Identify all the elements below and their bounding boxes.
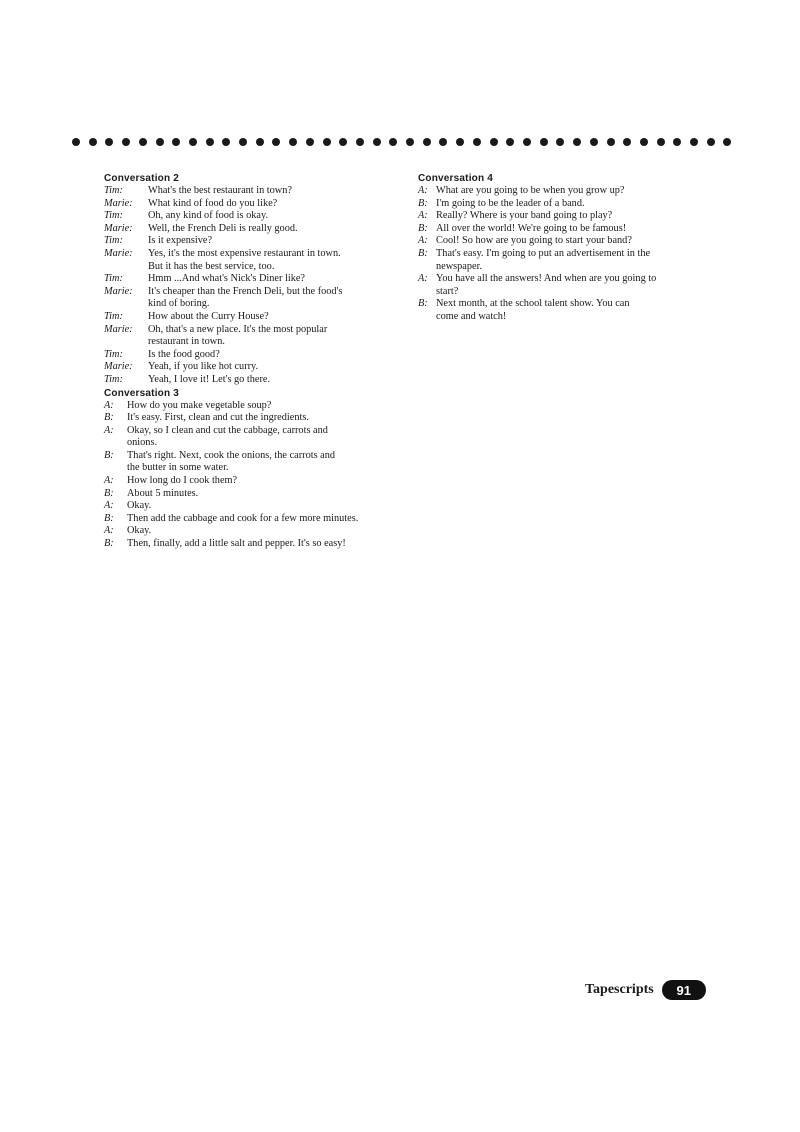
divider-dot (139, 138, 147, 146)
dialogue-line (104, 349, 404, 362)
divider-dot (657, 138, 665, 146)
divider-dot (673, 138, 681, 146)
divider-dot (239, 138, 247, 146)
speaker-label (104, 462, 127, 475)
dialogue-text: It's cheaper than the French Deli, but the food's (148, 285, 343, 297)
divider-dot (206, 138, 214, 146)
speaker-label: Tim: (104, 273, 123, 285)
speaker-label: Marie: (104, 285, 133, 297)
divider-dot (272, 138, 280, 146)
speaker-label: A: (418, 210, 428, 222)
divider-dot (172, 138, 180, 146)
dialogue-text: Is the food good? (148, 348, 220, 360)
speaker-label: Marie: (104, 323, 133, 335)
speaker-label: Tim: (104, 185, 123, 196)
dialogue-line (104, 425, 404, 438)
dialogue-line (104, 450, 404, 463)
divider-dot (556, 138, 564, 146)
divider-dot (490, 138, 498, 146)
dialogue-text: You have all the answers! And when are you going to (436, 273, 657, 285)
divider-dot (607, 138, 615, 146)
speaker-label: Marie: (104, 361, 133, 373)
dialogue-line (104, 210, 404, 223)
conversation-2-lines (104, 185, 404, 387)
dialogue-text: What's the best restaurant in town? (148, 185, 292, 196)
speaker-label (104, 336, 148, 349)
divider-dot (122, 138, 130, 146)
dialogue-text: kind of boring. (148, 298, 210, 310)
divider-dot (289, 138, 297, 146)
dialogue-text: But it has the best service, too. (148, 260, 275, 272)
speaker-label: A: (104, 424, 114, 436)
dialogue-text: Oh, any kind of food is okay. (148, 210, 269, 222)
dialogue-text: That's easy. I'm going to put an advertisement in the (436, 247, 651, 259)
dialogue-line (418, 210, 708, 223)
dialogue-line (104, 538, 404, 551)
speaker-label: A: (104, 525, 114, 537)
speaker-label (104, 437, 127, 450)
divider-dot (623, 138, 631, 146)
dialogue-text: Really? Where is your band going to play? (436, 210, 613, 222)
divider-dot (72, 138, 80, 146)
dialogue-text: That's right. Next, cook the onions, the carrots and (127, 449, 336, 461)
dialogue-text: Okay. (127, 500, 152, 512)
dialogue-text: How about the Curry House? (148, 310, 269, 322)
dialogue-line (104, 185, 404, 198)
dialogue-text: start? (436, 285, 459, 297)
speaker-label: A: (104, 475, 114, 487)
dialogue-line (104, 198, 404, 211)
dialogue-text: Cool! So how are you going to start your band? (436, 235, 632, 247)
speaker-label: B: (418, 222, 428, 234)
dialogue-text: Yeah, if you like hot curry. (148, 361, 259, 373)
page-number-badge: 91 (662, 980, 706, 1000)
speaker-label: A: (418, 185, 428, 196)
divider-dot (573, 138, 581, 146)
dialogue-line (418, 311, 708, 324)
divider-dot (356, 138, 364, 146)
dialogue-line (418, 223, 708, 236)
speaker-label: B: (104, 449, 114, 461)
speaker-label: B: (418, 247, 428, 259)
divider-dot (540, 138, 548, 146)
divider-dot (707, 138, 715, 146)
dialogue-text: All over the world! We're going to be famous! (436, 222, 627, 234)
dialogue-line (418, 235, 708, 248)
divider-dot (473, 138, 481, 146)
divider-dot (156, 138, 164, 146)
speaker-label: A: (104, 399, 114, 411)
dialogue-line (418, 198, 708, 211)
divider-dot (189, 138, 197, 146)
right-column (418, 172, 708, 324)
dialogue-text: Then, finally, add a little salt and pepper. It's so easy! (127, 538, 346, 550)
dialogue-line (418, 185, 708, 198)
dialogue-line (104, 475, 404, 488)
dialogue-line (104, 273, 404, 286)
divider-dot (640, 138, 648, 146)
dialogue-line (104, 361, 404, 374)
dialogue-text: Okay, so I clean and cut the cabbage, carrots and (127, 424, 328, 436)
dialogue-text: Okay. (127, 525, 152, 537)
conversation-2-heading: Conversation 2 (104, 173, 180, 184)
dialogue-line (104, 525, 404, 538)
divider-dot (105, 138, 113, 146)
divider-dot (439, 138, 447, 146)
dialogue-text: Next month, at the school talent show. You can (436, 298, 630, 310)
speaker-label: Tim: (104, 210, 123, 222)
dialogue-text: restaurant in town. (148, 336, 225, 348)
dialogue-text: Is it expensive? (148, 235, 213, 247)
footer-section-label: Tapescripts (585, 982, 654, 997)
dialogue-line (418, 248, 708, 261)
speaker-label: B: (104, 487, 114, 499)
divider-dot (423, 138, 431, 146)
divider-dot (373, 138, 381, 146)
divider-dot (389, 138, 397, 146)
divider-dot (256, 138, 264, 146)
speaker-label: B: (104, 512, 114, 524)
divider-dot (339, 138, 347, 146)
dialogue-text: Yes, it's the most expensive restaurant in town. (148, 247, 341, 259)
speaker-label: Tim: (104, 373, 123, 385)
speaker-label: A: (418, 273, 428, 285)
dot-divider (72, 135, 732, 149)
speaker-label: A: (104, 500, 114, 512)
dialogue-line (104, 311, 404, 324)
speaker-label (418, 286, 436, 299)
speaker-label (418, 311, 436, 324)
speaker-label: Marie: (104, 247, 133, 259)
dialogue-line (418, 261, 708, 274)
speaker-label (104, 261, 148, 274)
speaker-label: B: (104, 538, 114, 550)
conversation-3-heading: Conversation 3 (104, 387, 180, 399)
dialogue-line (104, 261, 404, 274)
dialogue-text: What are you going to be when you grow up? (436, 185, 625, 196)
dialogue-text: How do you make vegetable soup? (127, 399, 272, 411)
speaker-label (104, 298, 148, 311)
dialogue-line (418, 273, 708, 286)
dialogue-line (104, 400, 404, 413)
speaker-label: B: (104, 412, 114, 424)
page-footer (585, 980, 706, 1000)
dialogue-text: Oh, that's a new place. It's the most popular (148, 323, 328, 335)
left-column (104, 172, 404, 551)
dialogue-line (104, 235, 404, 248)
dialogue-text: About 5 minutes. (127, 487, 199, 499)
speaker-label: A: (418, 235, 428, 247)
dialogue-line (104, 488, 404, 501)
dialogue-text: Yeah, I love it! Let's go there. (148, 373, 271, 385)
dialogue-line (104, 324, 404, 337)
speaker-label: Tim: (104, 348, 123, 360)
dialogue-line (104, 223, 404, 236)
dialogue-text: How long do I cook them? (127, 475, 238, 487)
dialogue-line (104, 513, 404, 526)
dialogue-text: Well, the French Deli is really good. (148, 222, 298, 234)
dialogue-text: It's easy. First, clean and cut the ingredients. (127, 412, 309, 424)
dialogue-line (418, 286, 708, 299)
dialogue-text: the butter in some water. (127, 462, 229, 474)
dialogue-text: I'm going to be the leader of a band. (436, 197, 585, 209)
conversation-4-lines (418, 185, 708, 324)
dialogue-line (104, 500, 404, 513)
divider-dot (590, 138, 598, 146)
divider-dot (406, 138, 414, 146)
speaker-label (418, 261, 436, 274)
dialogue-line (104, 298, 404, 311)
speaker-label: B: (418, 197, 428, 209)
dialogue-line (104, 462, 404, 475)
dialogue-text: Hmm ...And what's Nick's Diner like? (148, 273, 305, 285)
speaker-label: Tim: (104, 310, 123, 322)
divider-dot (506, 138, 514, 146)
speaker-label: B: (418, 298, 428, 310)
divider-dot (89, 138, 97, 146)
speaker-label: Tim: (104, 235, 123, 247)
dialogue-text: newspaper. (436, 260, 483, 272)
dialogue-text: come and watch! (436, 310, 507, 322)
divider-dot (690, 138, 698, 146)
speaker-label: Marie: (104, 197, 133, 209)
dialogue-line (418, 298, 708, 311)
speaker-label: Marie: (104, 222, 133, 234)
dialogue-line (104, 437, 404, 450)
conversation-4-heading: Conversation 4 (418, 173, 494, 184)
dialogue-line (104, 336, 404, 349)
divider-dot (323, 138, 331, 146)
dialogue-text: What kind of food do you like? (148, 197, 278, 209)
dialogue-line (104, 374, 404, 387)
divider-dot (523, 138, 531, 146)
divider-dot (222, 138, 230, 146)
dialogue-text: Then add the cabbage and cook for a few more minutes. (127, 512, 359, 524)
divider-dot (723, 138, 731, 146)
divider-dot (306, 138, 314, 146)
conversation-3-lines (104, 400, 404, 551)
dialogue-line (104, 286, 404, 299)
divider-dot (456, 138, 464, 146)
dialogue-line (104, 248, 404, 261)
dialogue-line (104, 412, 404, 425)
dialogue-text: onions. (127, 437, 158, 449)
